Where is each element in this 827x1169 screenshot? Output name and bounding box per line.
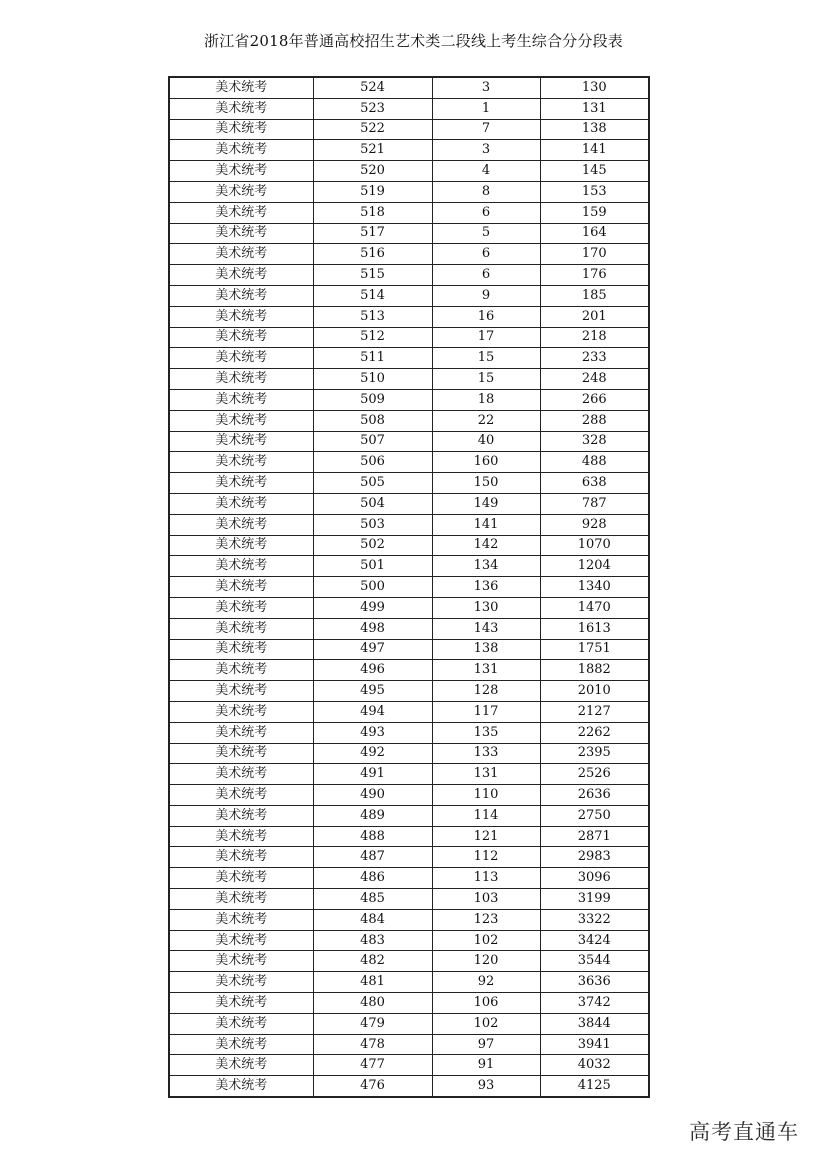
category-cell: 美术统考 — [169, 452, 313, 473]
table-row — [169, 202, 649, 223]
score-cell: 515 — [313, 265, 432, 286]
table-row — [169, 493, 649, 514]
table-row — [169, 140, 649, 161]
count-cell: 114 — [432, 805, 540, 826]
table-row — [169, 701, 649, 722]
count-cell: 128 — [432, 681, 540, 702]
category-cell: 美术统考 — [169, 764, 313, 785]
count-cell: 135 — [432, 722, 540, 743]
category-cell: 美术统考 — [169, 805, 313, 826]
score-cell: 514 — [313, 285, 432, 306]
cumulative-cell: 159 — [540, 202, 649, 223]
table-row — [169, 327, 649, 348]
table-row — [169, 473, 649, 494]
table-row — [169, 285, 649, 306]
category-cell: 美术统考 — [169, 743, 313, 764]
table-row — [169, 369, 649, 390]
cumulative-cell: 3199 — [540, 889, 649, 910]
table-row — [169, 847, 649, 868]
category-cell: 美术统考 — [169, 514, 313, 535]
table-row — [169, 98, 649, 119]
table-row — [169, 1034, 649, 1055]
table-row — [169, 597, 649, 618]
cumulative-cell: 3844 — [540, 1013, 649, 1034]
count-cell: 110 — [432, 785, 540, 806]
score-cell: 494 — [313, 701, 432, 722]
cumulative-cell: 787 — [540, 493, 649, 514]
score-cell: 502 — [313, 535, 432, 556]
category-cell: 美术统考 — [169, 577, 313, 598]
score-cell: 498 — [313, 618, 432, 639]
score-cell: 524 — [313, 77, 432, 98]
count-cell: 6 — [432, 244, 540, 265]
table-row — [169, 868, 649, 889]
category-cell: 美术统考 — [169, 181, 313, 202]
category-cell: 美术统考 — [169, 410, 313, 431]
cumulative-cell: 4125 — [540, 1076, 649, 1097]
cumulative-cell: 131 — [540, 98, 649, 119]
category-cell: 美术统考 — [169, 1076, 313, 1097]
score-cell: 483 — [313, 930, 432, 951]
score-cell: 484 — [313, 909, 432, 930]
count-cell: 91 — [432, 1055, 540, 1076]
cumulative-cell: 2750 — [540, 805, 649, 826]
category-cell: 美术统考 — [169, 98, 313, 119]
cumulative-cell: 3096 — [540, 868, 649, 889]
count-cell: 106 — [432, 993, 540, 1014]
category-cell: 美术统考 — [169, 701, 313, 722]
table-row — [169, 119, 649, 140]
count-cell: 3 — [432, 140, 540, 161]
cumulative-cell: 1470 — [540, 597, 649, 618]
table-row — [169, 826, 649, 847]
cumulative-cell: 1070 — [540, 535, 649, 556]
table-row — [169, 785, 649, 806]
count-cell: 15 — [432, 369, 540, 390]
count-cell: 9 — [432, 285, 540, 306]
count-cell: 143 — [432, 618, 540, 639]
score-cell: 513 — [313, 306, 432, 327]
category-cell: 美术统考 — [169, 785, 313, 806]
cumulative-cell: 3742 — [540, 993, 649, 1014]
count-cell: 123 — [432, 909, 540, 930]
table-row — [169, 306, 649, 327]
count-cell: 8 — [432, 181, 540, 202]
score-cell: 499 — [313, 597, 432, 618]
count-cell: 138 — [432, 639, 540, 660]
count-cell: 113 — [432, 868, 540, 889]
count-cell: 121 — [432, 826, 540, 847]
category-cell: 美术统考 — [169, 639, 313, 660]
table-row — [169, 181, 649, 202]
cumulative-cell: 288 — [540, 410, 649, 431]
category-cell: 美术统考 — [169, 909, 313, 930]
cumulative-cell: 928 — [540, 514, 649, 535]
table-body — [169, 77, 649, 1097]
cumulative-cell: 1340 — [540, 577, 649, 598]
table-row — [169, 639, 649, 660]
table-row — [169, 722, 649, 743]
category-cell: 美术统考 — [169, 993, 313, 1014]
category-cell: 美术统考 — [169, 556, 313, 577]
category-cell: 美术统考 — [169, 1034, 313, 1055]
cumulative-cell: 130 — [540, 77, 649, 98]
count-cell: 120 — [432, 951, 540, 972]
table-row — [169, 161, 649, 182]
cumulative-cell: 2010 — [540, 681, 649, 702]
cumulative-cell: 1751 — [540, 639, 649, 660]
count-cell: 7 — [432, 119, 540, 140]
score-cell: 500 — [313, 577, 432, 598]
count-cell: 4 — [432, 161, 540, 182]
count-cell: 15 — [432, 348, 540, 369]
table-row — [169, 951, 649, 972]
count-cell: 93 — [432, 1076, 540, 1097]
category-cell: 美术统考 — [169, 202, 313, 223]
cumulative-cell: 248 — [540, 369, 649, 390]
table-row — [169, 909, 649, 930]
cumulative-cell: 2983 — [540, 847, 649, 868]
category-cell: 美术统考 — [169, 77, 313, 98]
score-cell: 479 — [313, 1013, 432, 1034]
score-cell: 495 — [313, 681, 432, 702]
score-cell: 482 — [313, 951, 432, 972]
table-row — [169, 244, 649, 265]
score-cell: 493 — [313, 722, 432, 743]
score-cell: 503 — [313, 514, 432, 535]
table-row — [169, 389, 649, 410]
score-cell: 516 — [313, 244, 432, 265]
cumulative-cell: 1882 — [540, 660, 649, 681]
cumulative-cell: 176 — [540, 265, 649, 286]
category-cell: 美术统考 — [169, 493, 313, 514]
table-row — [169, 265, 649, 286]
count-cell: 97 — [432, 1034, 540, 1055]
table-row — [169, 431, 649, 452]
category-cell: 美术统考 — [169, 119, 313, 140]
score-cell: 489 — [313, 805, 432, 826]
score-cell: 520 — [313, 161, 432, 182]
cumulative-cell: 4032 — [540, 1055, 649, 1076]
category-cell: 美术统考 — [169, 951, 313, 972]
count-cell: 102 — [432, 930, 540, 951]
category-cell: 美术统考 — [169, 618, 313, 639]
score-cell: 477 — [313, 1055, 432, 1076]
cumulative-cell: 3941 — [540, 1034, 649, 1055]
score-cell: 510 — [313, 369, 432, 390]
cumulative-cell: 1204 — [540, 556, 649, 577]
score-cell: 506 — [313, 452, 432, 473]
score-cell: 504 — [313, 493, 432, 514]
count-cell: 130 — [432, 597, 540, 618]
cumulative-cell: 170 — [540, 244, 649, 265]
score-cell: 508 — [313, 410, 432, 431]
table-row — [169, 1013, 649, 1034]
category-cell: 美术统考 — [169, 826, 313, 847]
score-cell: 496 — [313, 660, 432, 681]
table-row — [169, 993, 649, 1014]
count-cell: 141 — [432, 514, 540, 535]
count-cell: 6 — [432, 202, 540, 223]
cumulative-cell: 233 — [540, 348, 649, 369]
score-cell: 488 — [313, 826, 432, 847]
count-cell: 92 — [432, 972, 540, 993]
count-cell: 133 — [432, 743, 540, 764]
category-cell: 美术统考 — [169, 1055, 313, 1076]
table-row — [169, 618, 649, 639]
table-row — [169, 556, 649, 577]
table-row — [169, 410, 649, 431]
category-cell: 美术统考 — [169, 535, 313, 556]
table-row — [169, 452, 649, 473]
score-cell: 509 — [313, 389, 432, 410]
score-cell: 485 — [313, 889, 432, 910]
count-cell: 40 — [432, 431, 540, 452]
category-cell: 美术统考 — [169, 327, 313, 348]
score-cell: 486 — [313, 868, 432, 889]
table-row — [169, 1055, 649, 1076]
table-row — [169, 348, 649, 369]
category-cell: 美术统考 — [169, 847, 313, 868]
score-cell: 507 — [313, 431, 432, 452]
score-cell: 481 — [313, 972, 432, 993]
count-cell: 17 — [432, 327, 540, 348]
category-cell: 美术统考 — [169, 223, 313, 244]
score-cell: 490 — [313, 785, 432, 806]
cumulative-cell: 2526 — [540, 764, 649, 785]
category-cell: 美术统考 — [169, 889, 313, 910]
table-row — [169, 77, 649, 98]
table-row — [169, 972, 649, 993]
score-cell: 480 — [313, 993, 432, 1014]
cumulative-cell: 488 — [540, 452, 649, 473]
count-cell: 136 — [432, 577, 540, 598]
table-row — [169, 514, 649, 535]
cumulative-cell: 266 — [540, 389, 649, 410]
category-cell: 美术统考 — [169, 306, 313, 327]
count-cell: 131 — [432, 660, 540, 681]
count-cell: 112 — [432, 847, 540, 868]
score-cell: 478 — [313, 1034, 432, 1055]
category-cell: 美术统考 — [169, 265, 313, 286]
category-cell: 美术统考 — [169, 972, 313, 993]
score-cell: 505 — [313, 473, 432, 494]
score-cell: 487 — [313, 847, 432, 868]
score-cell: 491 — [313, 764, 432, 785]
count-cell: 117 — [432, 701, 540, 722]
table-row — [169, 743, 649, 764]
category-cell: 美术统考 — [169, 660, 313, 681]
count-cell: 131 — [432, 764, 540, 785]
count-cell: 150 — [432, 473, 540, 494]
category-cell: 美术统考 — [169, 161, 313, 182]
table-row — [169, 889, 649, 910]
cumulative-cell: 164 — [540, 223, 649, 244]
cumulative-cell: 328 — [540, 431, 649, 452]
count-cell: 5 — [432, 223, 540, 244]
score-cell: 517 — [313, 223, 432, 244]
page-title: 浙江省2018年普通高校招生艺术类二段线上考生综合分分段表 — [204, 32, 623, 50]
table-row — [169, 805, 649, 826]
cumulative-cell: 218 — [540, 327, 649, 348]
cumulative-cell: 138 — [540, 119, 649, 140]
category-cell: 美术统考 — [169, 348, 313, 369]
cumulative-cell: 2636 — [540, 785, 649, 806]
category-cell: 美术统考 — [169, 473, 313, 494]
table-row — [169, 660, 649, 681]
category-cell: 美术统考 — [169, 1013, 313, 1034]
cumulative-cell: 201 — [540, 306, 649, 327]
cumulative-cell: 145 — [540, 161, 649, 182]
count-cell: 16 — [432, 306, 540, 327]
cumulative-cell: 185 — [540, 285, 649, 306]
score-cell: 497 — [313, 639, 432, 660]
count-cell: 102 — [432, 1013, 540, 1034]
category-cell: 美术统考 — [169, 389, 313, 410]
score-cell: 476 — [313, 1076, 432, 1097]
count-cell: 103 — [432, 889, 540, 910]
cumulative-cell: 3636 — [540, 972, 649, 993]
category-cell: 美术统考 — [169, 140, 313, 161]
score-cell: 523 — [313, 98, 432, 119]
category-cell: 美术统考 — [169, 597, 313, 618]
cumulative-cell: 2871 — [540, 826, 649, 847]
cumulative-cell: 638 — [540, 473, 649, 494]
count-cell: 1 — [432, 98, 540, 119]
cumulative-cell: 2127 — [540, 701, 649, 722]
count-cell: 149 — [432, 493, 540, 514]
cumulative-cell: 2395 — [540, 743, 649, 764]
score-cell: 511 — [313, 348, 432, 369]
category-cell: 美术统考 — [169, 431, 313, 452]
count-cell: 18 — [432, 389, 540, 410]
score-cell: 521 — [313, 140, 432, 161]
category-cell: 美术统考 — [169, 868, 313, 889]
score-cell: 519 — [313, 181, 432, 202]
cumulative-cell: 2262 — [540, 722, 649, 743]
category-cell: 美术统考 — [169, 930, 313, 951]
count-cell: 142 — [432, 535, 540, 556]
count-cell: 6 — [432, 265, 540, 286]
cumulative-cell: 141 — [540, 140, 649, 161]
cumulative-cell: 3322 — [540, 909, 649, 930]
category-cell: 美术统考 — [169, 369, 313, 390]
cumulative-cell: 3544 — [540, 951, 649, 972]
score-cell: 518 — [313, 202, 432, 223]
score-distribution-table — [168, 76, 650, 1098]
score-cell: 512 — [313, 327, 432, 348]
score-cell: 492 — [313, 743, 432, 764]
cumulative-cell: 1613 — [540, 618, 649, 639]
count-cell: 134 — [432, 556, 540, 577]
table-row — [169, 764, 649, 785]
watermark-logo: 高考直通车 — [689, 1120, 799, 1144]
score-cell: 501 — [313, 556, 432, 577]
cumulative-cell: 153 — [540, 181, 649, 202]
category-cell: 美术统考 — [169, 285, 313, 306]
category-cell: 美术统考 — [169, 722, 313, 743]
cumulative-cell: 3424 — [540, 930, 649, 951]
count-cell: 3 — [432, 77, 540, 98]
table-row — [169, 577, 649, 598]
table-row — [169, 930, 649, 951]
table-row — [169, 223, 649, 244]
table-row — [169, 535, 649, 556]
score-cell: 522 — [313, 119, 432, 140]
table-row — [169, 1076, 649, 1097]
category-cell: 美术统考 — [169, 681, 313, 702]
count-cell: 22 — [432, 410, 540, 431]
count-cell: 160 — [432, 452, 540, 473]
category-cell: 美术统考 — [169, 244, 313, 265]
table-row — [169, 681, 649, 702]
